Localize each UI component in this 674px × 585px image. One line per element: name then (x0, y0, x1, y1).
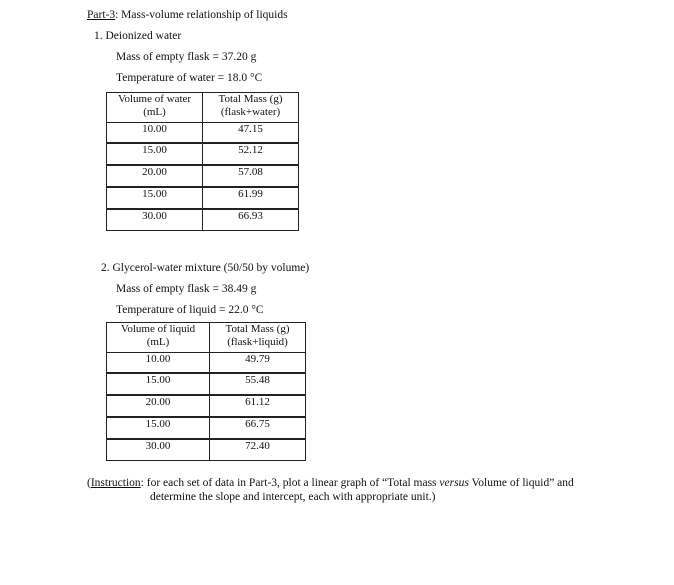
mass-cell: 66.75 (210, 417, 306, 439)
volume-cell: 20.00 (107, 395, 210, 417)
instruction-text-b: Volume of liquid” and (468, 477, 574, 489)
table-row (107, 123, 299, 143)
section2-title: 2. Glycerol-water mixture (50/50 by volume) (101, 262, 310, 274)
table-row (107, 143, 299, 165)
header-volume (107, 323, 210, 353)
part-heading-label: Part-3 (87, 9, 116, 21)
mass-cell: 49.79 (210, 353, 306, 373)
section1-title: 1. Deionized water (94, 30, 182, 42)
mass-cell: 61.12 (210, 395, 306, 417)
table-row (107, 395, 306, 417)
header-mass-line1: Total Mass (g) (225, 323, 290, 335)
header-volume-line2: (mL) (146, 335, 170, 348)
section1-mass-line: Mass of empty flask = 37.20 g (116, 51, 257, 63)
mass-cell: 61.99 (203, 187, 299, 209)
mass-cell: 72.40 (210, 439, 306, 461)
header-volume-line1: Volume of liquid (120, 323, 196, 335)
header-volume-line2: (mL) (143, 105, 166, 118)
table-row (107, 373, 306, 395)
header-mass-line2: (flask+water) (220, 105, 281, 118)
section2-temp-line: Temperature of liquid = 22.0 °C (116, 304, 264, 316)
header-mass-line2: (flask+liquid) (227, 335, 288, 348)
volume-cell: 15.00 (107, 373, 210, 395)
instruction-line2: determine the slope and intercept, each with appropriate unit.) (150, 491, 436, 503)
volume-cell: 30.00 (107, 439, 210, 461)
header-total-mass (210, 323, 306, 353)
header-total-mass (203, 93, 299, 123)
instruction-line1 (87, 477, 574, 490)
water-data-table (106, 92, 299, 231)
table-row (107, 187, 299, 209)
table-header-row (107, 323, 306, 353)
instruction-text-a: : for each set of data in Part-3, plot a linear graph of “Total mass (140, 477, 440, 489)
volume-cell: 15.00 (107, 143, 203, 165)
table-row (107, 353, 306, 373)
volume-cell: 10.00 (107, 353, 210, 373)
instruction-open-paren: ( (87, 477, 91, 489)
table-row (107, 165, 299, 187)
section2-mass-line: Mass of empty flask = 38.49 g (116, 283, 257, 295)
part-heading (87, 9, 288, 22)
mass-cell: 55.48 (210, 373, 306, 395)
mass-cell: 57.08 (203, 165, 299, 187)
instruction-label: Instruction (90, 477, 141, 489)
mass-cell: 47.15 (203, 123, 299, 143)
volume-cell: 10.00 (107, 123, 203, 143)
volume-cell: 20.00 (107, 165, 203, 187)
table-row (107, 439, 306, 461)
section1-temp-line: Temperature of water = 18.0 °C (116, 72, 263, 84)
instruction-versus: versus (439, 477, 469, 489)
glycerol-data-table (106, 322, 306, 461)
mass-cell: 52.12 (203, 143, 299, 165)
volume-cell: 15.00 (107, 187, 203, 209)
volume-cell: 30.00 (107, 209, 203, 231)
volume-cell: 15.00 (107, 417, 210, 439)
table-header-row (107, 93, 299, 123)
table-row (107, 417, 306, 439)
mass-cell: 66.93 (203, 209, 299, 231)
part-heading-rest: : Mass-volume relationship of liquids (115, 9, 288, 21)
header-volume (107, 93, 203, 123)
table-row (107, 209, 299, 231)
header-volume-line1: Volume of water (117, 93, 192, 105)
header-mass-line1: Total Mass (g) (218, 93, 283, 105)
